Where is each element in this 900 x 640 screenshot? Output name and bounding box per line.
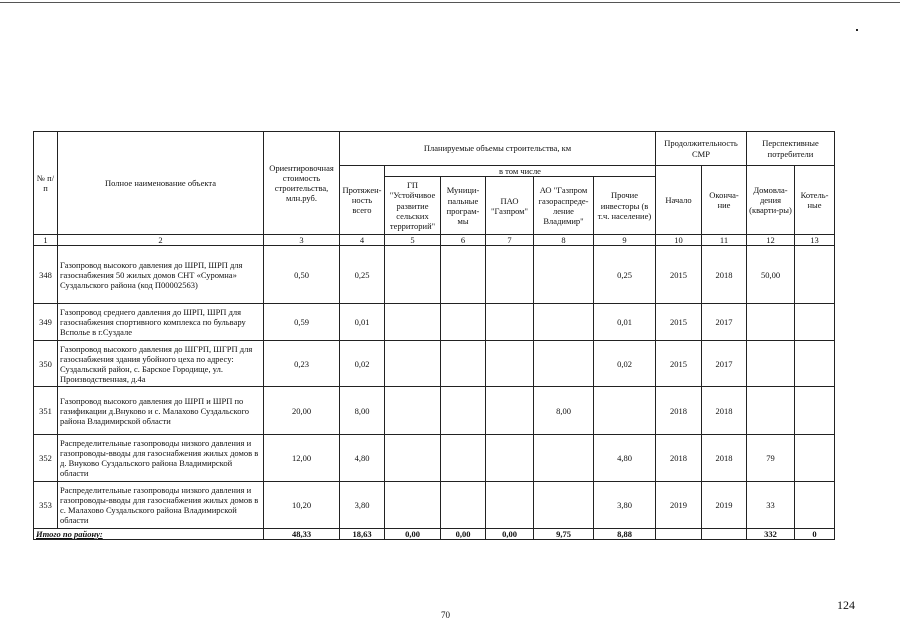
cell-boilers: [795, 482, 835, 529]
cell-pao: [486, 482, 534, 529]
header-municipal: Муници-пальные програм-мы: [441, 177, 486, 235]
cell-mun: [441, 341, 486, 387]
header-num: № п/п: [34, 132, 58, 235]
cell-num: 353: [34, 482, 58, 529]
cell-num: 349: [34, 304, 58, 341]
total-label: Итого по району:: [34, 529, 264, 540]
cell-households: [747, 387, 795, 435]
cell-start: 2018: [656, 387, 702, 435]
cell-total: 0,25: [340, 246, 385, 304]
cell-other: 0,02: [594, 341, 656, 387]
header-gp: ГП "Устойчивое развитие сельских территорий": [385, 177, 441, 235]
header-ao: АО "Газпром газораспреде-ление Владимир": [534, 177, 594, 235]
cell-start: 2015: [656, 341, 702, 387]
cell-end: 2018: [702, 387, 747, 435]
col-number: 1: [34, 235, 58, 246]
col-number: 2: [58, 235, 264, 246]
cell-gp: [385, 341, 441, 387]
cell-name: Газопровод высокого давления до ШРП и ШРП по газификации д.Внуково и с. Малахово Суздальского района Владимирской области: [58, 387, 264, 435]
total-households: 332: [747, 529, 795, 540]
construction-table: [33, 131, 835, 540]
cell-other: 0,25: [594, 246, 656, 304]
cell-mun: [441, 435, 486, 482]
cell-end: 2018: [702, 435, 747, 482]
cell-gp: [385, 246, 441, 304]
cell-total: 0,02: [340, 341, 385, 387]
table-row: [34, 482, 835, 529]
cell-other: 4,80: [594, 435, 656, 482]
cell-boilers: [795, 304, 835, 341]
cell-mun: [441, 387, 486, 435]
cell-num: 348: [34, 246, 58, 304]
cell-end: 2017: [702, 304, 747, 341]
cell-gp: [385, 387, 441, 435]
cell-other: 3,80: [594, 482, 656, 529]
cell-total: 8,00: [340, 387, 385, 435]
cell-households: [747, 304, 795, 341]
total-length: 18,63: [340, 529, 385, 540]
cell-cost: 0,59: [264, 304, 340, 341]
header-length-total: Протяжен-ность всего: [340, 166, 385, 235]
page-number-center: 70: [441, 610, 450, 620]
col-number: 8: [534, 235, 594, 246]
total-mun: 0,00: [441, 529, 486, 540]
cell-ao: 8,00: [534, 387, 594, 435]
cell-mun: [441, 304, 486, 341]
table-footer: [34, 529, 835, 540]
cell-num: 350: [34, 341, 58, 387]
total-cost: 48,33: [264, 529, 340, 540]
col-number: 4: [340, 235, 385, 246]
cell-households: 33: [747, 482, 795, 529]
cell-pao: [486, 341, 534, 387]
table-row: [34, 387, 835, 435]
cell-start: 2015: [656, 246, 702, 304]
table-body: [34, 246, 835, 529]
cell-total: 0,01: [340, 304, 385, 341]
cell-cost: 20,00: [264, 387, 340, 435]
cell-households: 79: [747, 435, 795, 482]
page-number-right: 124: [837, 598, 855, 612]
speck: [856, 29, 858, 31]
header-consumers: Перспективные потребители: [747, 132, 835, 166]
cell-start: 2018: [656, 435, 702, 482]
cell-start: 2015: [656, 304, 702, 341]
cell-mun: [441, 246, 486, 304]
cell-pao: [486, 246, 534, 304]
cell-gp: [385, 304, 441, 341]
cell-households: [747, 341, 795, 387]
cell-boilers: [795, 246, 835, 304]
cell-ao: [534, 304, 594, 341]
cell-name: Газопровод высокого давления до ШГРП, ШГРП для газоснабжения здания убойного цеха по адресу: Суздальский район, с. Барское Городище, ул. Производственная, д.4а: [58, 341, 264, 387]
col-number: 10: [656, 235, 702, 246]
header-households: Домовла-дения (кварти-ры): [747, 166, 795, 235]
cell-other: 0,01: [594, 304, 656, 341]
total-other: 8,88: [594, 529, 656, 540]
total-row: [34, 529, 835, 540]
total-end: [702, 529, 747, 540]
header-other: Прочие инвесторы (в т.ч. население): [594, 177, 656, 235]
cell-other: [594, 387, 656, 435]
cell-name: Газопровод высокого давления до ШРП, ШРП для газоснабжения 50 жилых домов СНТ «Суромна» Суздальского района (код П00002563): [58, 246, 264, 304]
cell-gp: [385, 435, 441, 482]
cell-name: Распределительные газопроводы низкого давления и газопроводы-вводы для газоснабжения жилых домов в с. Малахово Суздальского района Владимирской области: [58, 482, 264, 529]
cell-end: 2019: [702, 482, 747, 529]
cell-mun: [441, 482, 486, 529]
cell-boilers: [795, 341, 835, 387]
col-number: 9: [594, 235, 656, 246]
column-number-row: [34, 235, 835, 246]
cell-ao: [534, 246, 594, 304]
header-name: Полное наименование объекта: [58, 132, 264, 235]
total-ao: 9,75: [534, 529, 594, 540]
cell-pao: [486, 304, 534, 341]
table-row: [34, 435, 835, 482]
cell-cost: 0,23: [264, 341, 340, 387]
cell-name: Распределительные газопроводы низкого давления и газопроводы-вводы для газоснабжения жилых домов в д. Внуково Суздальского района Владимирской области: [58, 435, 264, 482]
cell-boilers: [795, 435, 835, 482]
total-pao: 0,00: [486, 529, 534, 540]
cell-total: 4,80: [340, 435, 385, 482]
cell-pao: [486, 435, 534, 482]
cell-boilers: [795, 387, 835, 435]
col-number: 6: [441, 235, 486, 246]
table-header: [34, 132, 835, 246]
total-start: [656, 529, 702, 540]
header-pao: ПАО "Газпром": [486, 177, 534, 235]
cell-cost: 10,20: [264, 482, 340, 529]
total-boilers: 0: [795, 529, 835, 540]
cell-num: 351: [34, 387, 58, 435]
col-number: 11: [702, 235, 747, 246]
col-number: 3: [264, 235, 340, 246]
total-gp: 0,00: [385, 529, 441, 540]
header-planned: Планируемые объемы строительства, км: [340, 132, 656, 166]
header-incl: в том числе: [385, 166, 656, 177]
header-start: Начало: [656, 166, 702, 235]
cell-end: 2017: [702, 341, 747, 387]
table-row: [34, 341, 835, 387]
table-row: [34, 246, 835, 304]
cell-cost: 12,00: [264, 435, 340, 482]
cell-cost: 0,50: [264, 246, 340, 304]
cell-end: 2018: [702, 246, 747, 304]
header-boilers: Котель-ные: [795, 166, 835, 235]
cell-ao: [534, 482, 594, 529]
header-end: Оконча-ние: [702, 166, 747, 235]
top-rule: [0, 2, 900, 3]
cell-ao: [534, 435, 594, 482]
header-duration: Продолжительность СМР: [656, 132, 747, 166]
cell-start: 2019: [656, 482, 702, 529]
cell-gp: [385, 482, 441, 529]
cell-total: 3,80: [340, 482, 385, 529]
header-cost: Ориентировочная стоимость строительства, млн.руб.: [264, 132, 340, 235]
col-number: 12: [747, 235, 795, 246]
cell-ao: [534, 341, 594, 387]
cell-pao: [486, 387, 534, 435]
cell-num: 352: [34, 435, 58, 482]
col-number: 7: [486, 235, 534, 246]
table-row: [34, 304, 835, 341]
col-number: 13: [795, 235, 835, 246]
col-number: 5: [385, 235, 441, 246]
cell-households: 50,00: [747, 246, 795, 304]
cell-name: Газопровод среднего давления до ШРП, ШРП для газоснабжения спортивного комплекса по бульвару Всполье в г.Суздале: [58, 304, 264, 341]
